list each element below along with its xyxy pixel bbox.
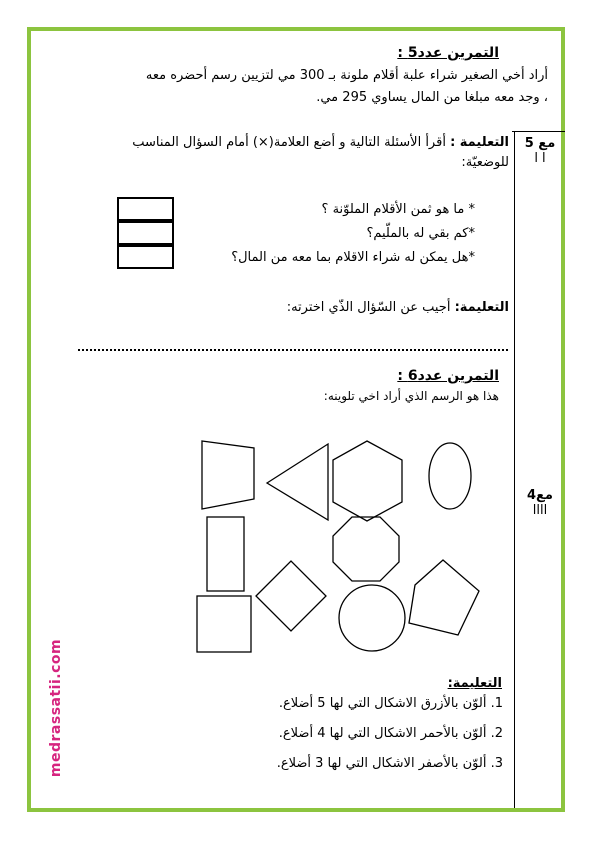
- answer-box-1[interactable]: [117, 197, 174, 221]
- exercise5-statement-line1: أراد أخي الصغير شراء علبة أقلام ملونة بـ 300 مي لتزيين رسم أحضره معه: [145, 68, 548, 83]
- question-1: * ما هو ثمن الأقلام الملوّنة ؟: [321, 202, 475, 217]
- instruction1-continuation: للوضعيّة:: [461, 155, 509, 170]
- question-2: *كم بقي له بالملّيم؟: [366, 226, 475, 241]
- exercise5-statement-line2: ، وجد معه مبلغا من المال يساوي 295 مي.: [316, 90, 548, 105]
- answer-box-2[interactable]: [117, 221, 174, 245]
- circle-shape: [339, 585, 405, 651]
- trapezoid-shape: [202, 441, 254, 509]
- ellipse-shape: [429, 443, 471, 509]
- instruction2-label: التعليمة:: [454, 300, 509, 315]
- criterion-code-ex6: مع4: [527, 488, 553, 503]
- criterion-marks-ex6: اااا: [532, 503, 548, 518]
- criterion-label-ex6: [515, 488, 565, 518]
- exercise6-subtitle: هذا هو الرسم الذي أراد اخي تلوينه:: [323, 389, 499, 403]
- instruction-item-1: 1. ألوّن بالأزرق الاشكال التي لها 5 أضلاع.: [278, 696, 503, 711]
- question-3: *هل يمكن له شراء الاقلام بما معه من المال؟: [231, 250, 475, 265]
- hexagon-top-shape: [333, 441, 402, 521]
- criterion-label-ex5: [515, 136, 565, 166]
- square-shape: [197, 596, 251, 652]
- dotted-separator: [78, 349, 508, 351]
- instruction2-text: أجيب عن السّؤال الذّي اخترته:: [286, 300, 455, 315]
- exercise6-title: التمرين عدد6 :: [397, 368, 499, 384]
- exercise6-instructions-title: التعليمة:: [447, 676, 502, 691]
- criterion-marks-ex5: ا ا: [534, 151, 546, 166]
- pentagon-shape: [409, 560, 479, 635]
- rectangle-shape: [207, 517, 244, 591]
- answer-box-3[interactable]: [117, 245, 174, 269]
- instruction1-label: التعليمة :: [450, 135, 509, 150]
- column-divider: [514, 131, 515, 808]
- diamond-shape: [256, 561, 326, 631]
- instruction1: [79, 133, 509, 153]
- site-watermark: medrassatii.com: [48, 638, 64, 778]
- triangle-shape: [267, 444, 328, 520]
- instruction-item-3: 3. ألوّن بالأصفر الاشكال التي لها 3 أضلاع.: [276, 756, 503, 771]
- instruction-item-2: 2. ألوّن بالأحمر الاشكال التي لها 4 أضلاع.: [278, 726, 503, 741]
- exercise5-title: التمرين عدد5 :: [397, 45, 499, 61]
- instruction-list: [163, 694, 503, 774]
- instruction2: [287, 298, 509, 318]
- instruction1-text: أقرأ الأسئلة التالية و أضع العلامة(×) أمام السؤال المناسب: [132, 135, 451, 150]
- table-top-rule: [512, 131, 565, 132]
- shapes-figure: [190, 430, 490, 665]
- criterion-code-ex5: مع 5: [524, 136, 556, 151]
- octagon-shape: [333, 517, 399, 581]
